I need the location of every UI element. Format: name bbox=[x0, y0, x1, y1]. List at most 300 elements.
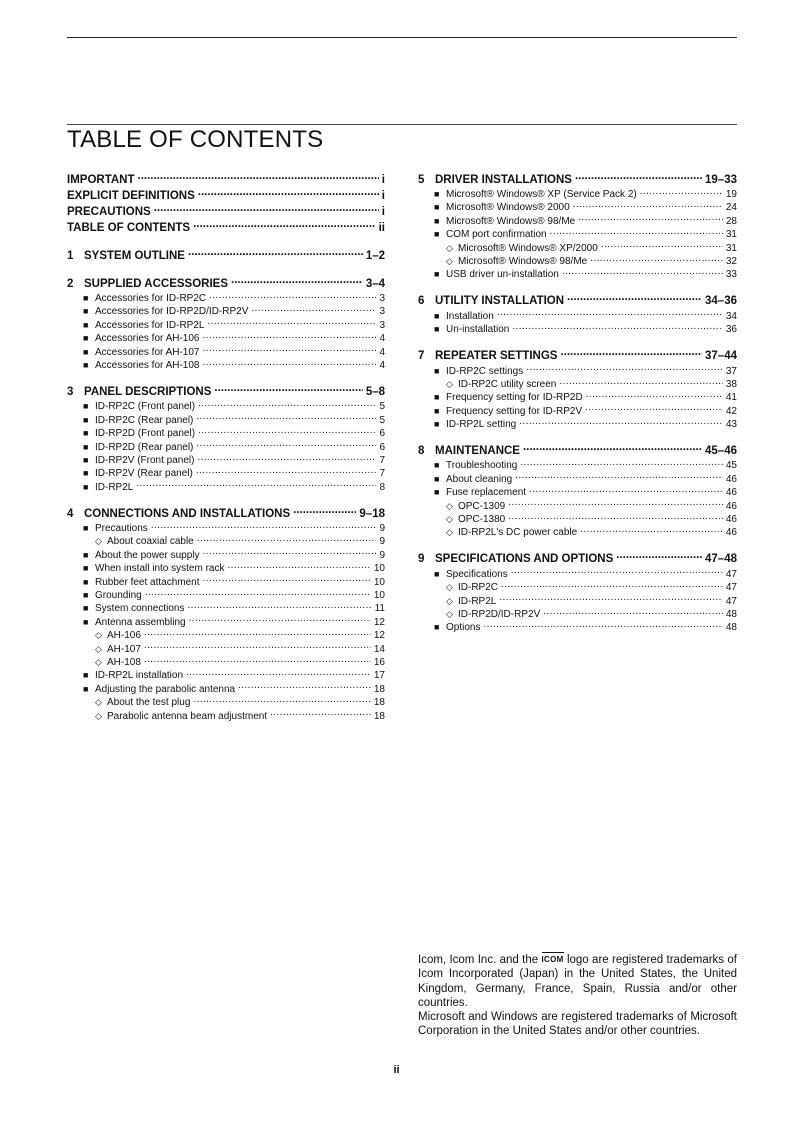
toc-entry-label: ID-RP2C bbox=[458, 582, 499, 594]
toc-entry-label: TABLE OF CONTENTS bbox=[67, 221, 191, 234]
dot-leader bbox=[203, 575, 371, 585]
diamond-bullet-icon: ◇ bbox=[446, 582, 453, 593]
diamond-bullet-icon: ◇ bbox=[446, 527, 453, 538]
toc-entry-label: COM port confirmation bbox=[446, 229, 547, 241]
diamond-bullet-icon: ◇ bbox=[95, 656, 102, 667]
toc-subentry[interactable] bbox=[67, 304, 385, 317]
dot-leader bbox=[640, 187, 723, 197]
square-bullet-icon: ■ bbox=[434, 460, 440, 471]
dot-leader bbox=[238, 682, 371, 692]
toc-left-column bbox=[67, 171, 385, 722]
toc-subentry[interactable] bbox=[67, 399, 385, 412]
toc-subentry[interactable] bbox=[418, 607, 737, 620]
toc-entry-label: PRECAUTIONS bbox=[67, 205, 151, 218]
toc-entry-page: 5–8 bbox=[365, 385, 385, 398]
dot-leader bbox=[511, 567, 723, 577]
toc-entry-page: 4 bbox=[379, 333, 385, 345]
toc-entry-label: IMPORTANT bbox=[67, 173, 135, 186]
toc-entry-page: 12 bbox=[373, 630, 385, 642]
square-bullet-icon: ■ bbox=[83, 603, 89, 614]
toc-subentry[interactable] bbox=[67, 534, 385, 547]
diamond-bullet-icon: ◇ bbox=[95, 643, 102, 654]
icom-logo: ICOM bbox=[542, 952, 564, 967]
toc-subentry[interactable] bbox=[418, 567, 737, 580]
toc-entry-page: 48 bbox=[725, 608, 737, 620]
toc-entry-label: ID-RP2L installation bbox=[95, 670, 184, 682]
toc-entry-page: 18 bbox=[373, 697, 385, 709]
dot-leader bbox=[508, 512, 723, 522]
square-bullet-icon: ■ bbox=[83, 523, 89, 534]
toc-subentry[interactable] bbox=[418, 200, 737, 213]
square-bullet-icon: ■ bbox=[434, 229, 440, 240]
dot-leader bbox=[144, 642, 371, 652]
dot-leader bbox=[515, 472, 723, 482]
trademark-icom-text-end: logo are registered trademarks of Icom Incorporated (Japan) in the United States, the United Kingdom, Germany, France, Spain, Russia and/or other countries. bbox=[418, 954, 737, 1009]
toc-entry-label: DRIVER INSTALLATIONS bbox=[435, 173, 572, 186]
toc-entry-label: ID-RP2D (Rear panel) bbox=[95, 441, 194, 453]
toc-subentry[interactable] bbox=[67, 548, 385, 561]
toc-subentry[interactable] bbox=[67, 413, 385, 426]
section-number: 7 bbox=[418, 350, 425, 363]
toc-entry-label: ID-RP2C (Rear panel) bbox=[95, 414, 194, 426]
toc-entry-label: Un-installation bbox=[446, 324, 510, 336]
toc-entry-label: Accessories for AH-108 bbox=[95, 359, 200, 371]
toc-entry-page: 46 bbox=[725, 527, 737, 539]
toc-entry-page: 47 bbox=[725, 582, 737, 594]
toc-section-3[interactable] bbox=[67, 383, 385, 399]
toc-entry-page: 17 bbox=[373, 670, 385, 682]
toc-entry-page: 6 bbox=[379, 428, 385, 440]
section-number: 3 bbox=[67, 385, 74, 398]
dot-leader bbox=[520, 458, 723, 468]
dot-leader bbox=[508, 499, 723, 509]
toc-subentry[interactable] bbox=[67, 453, 385, 466]
toc-subentry[interactable] bbox=[67, 601, 385, 614]
toc-subentry[interactable] bbox=[418, 417, 737, 430]
toc-front-matter-entry[interactable] bbox=[67, 203, 385, 219]
toc-subentry[interactable] bbox=[418, 254, 737, 267]
toc-subentry[interactable] bbox=[67, 575, 385, 588]
toc-entry-label: Grounding bbox=[95, 590, 142, 602]
dot-leader bbox=[483, 620, 722, 630]
toc-front-matter bbox=[67, 171, 385, 235]
square-bullet-icon: ■ bbox=[434, 189, 440, 199]
diamond-bullet-icon: ◇ bbox=[95, 697, 102, 708]
toc-entry-page: 16 bbox=[373, 656, 385, 668]
toc-subentry[interactable] bbox=[418, 472, 737, 485]
toc-subentry[interactable] bbox=[418, 525, 737, 538]
dot-leader bbox=[575, 171, 702, 183]
diamond-bullet-icon: ◇ bbox=[446, 242, 453, 253]
dot-leader bbox=[251, 304, 376, 314]
toc-entry-label: ID-RP2V (Front panel) bbox=[95, 454, 195, 466]
toc-entry-page: 6 bbox=[379, 441, 385, 453]
toc-entry-page: 5 bbox=[379, 401, 385, 413]
square-bullet-icon: ■ bbox=[83, 441, 89, 452]
dot-leader bbox=[214, 383, 362, 395]
dot-leader bbox=[188, 601, 372, 611]
toc-entry-label: System connections bbox=[95, 603, 185, 615]
toc-entry-label: CONNECTIONS AND INSTALLATIONS bbox=[84, 507, 291, 520]
section-number: 1 bbox=[67, 249, 74, 262]
toc-entry-label: Accessories for AH-106 bbox=[95, 333, 200, 345]
toc-section-8[interactable] bbox=[418, 442, 737, 458]
dot-leader bbox=[193, 695, 370, 705]
dot-leader bbox=[196, 413, 376, 423]
square-bullet-icon: ■ bbox=[434, 487, 440, 498]
toc-entry-page: 42 bbox=[725, 405, 737, 417]
toc-subentry[interactable] bbox=[418, 377, 737, 390]
dot-leader bbox=[270, 709, 371, 719]
toc-subentry[interactable] bbox=[67, 668, 385, 681]
toc-entry-page: 46 bbox=[725, 473, 737, 485]
dot-leader bbox=[590, 254, 723, 264]
toc-entry-page: 45–46 bbox=[705, 444, 737, 457]
dot-leader bbox=[186, 668, 371, 678]
toc-entry-label: MAINTENANCE bbox=[435, 444, 520, 457]
toc-subentry[interactable] bbox=[418, 267, 737, 280]
toc-section-6[interactable] bbox=[418, 293, 737, 309]
square-bullet-icon: ■ bbox=[83, 590, 89, 601]
toc-entry-label: Accessories for ID-RP2C bbox=[95, 293, 207, 304]
toc-entry-label: Microsoft® Windows® 98/Me bbox=[458, 255, 588, 267]
toc-entry-page: 46 bbox=[725, 500, 737, 512]
toc-entry-label: SUPPLIED ACCESSORIES bbox=[84, 277, 228, 290]
dot-leader bbox=[616, 551, 702, 563]
toc-entry-page: 1–2 bbox=[365, 249, 385, 262]
toc-entry-page: 43 bbox=[725, 419, 737, 431]
dot-leader bbox=[567, 293, 702, 305]
dot-leader bbox=[196, 440, 376, 450]
dot-leader bbox=[154, 203, 379, 215]
toc-entry-page: 32 bbox=[725, 255, 737, 267]
toc-entry-page: 31 bbox=[725, 229, 737, 241]
toc-entry-page: 37 bbox=[725, 365, 737, 377]
dot-leader bbox=[198, 426, 376, 436]
toc-subentry[interactable] bbox=[67, 318, 385, 331]
toc-entry-label: AH-108 bbox=[107, 656, 141, 668]
dot-leader bbox=[207, 318, 376, 328]
dot-leader bbox=[601, 241, 723, 251]
dot-leader bbox=[573, 200, 723, 210]
toc-subentry[interactable] bbox=[67, 588, 385, 601]
spacer bbox=[418, 430, 737, 442]
toc-front-matter-entry[interactable] bbox=[67, 187, 385, 203]
square-bullet-icon: ■ bbox=[83, 346, 89, 357]
spacer bbox=[67, 371, 385, 383]
dot-leader bbox=[559, 377, 723, 387]
toc-entry-page: 9 bbox=[379, 523, 385, 535]
square-bullet-icon: ■ bbox=[434, 215, 440, 226]
toc-subentry[interactable] bbox=[67, 358, 385, 371]
toc-entry-label: Accessories for ID-RP2D/ID-RP2V bbox=[95, 306, 249, 318]
dot-leader bbox=[198, 187, 379, 199]
toc-entry-page: 3–4 bbox=[365, 277, 385, 290]
toc-entry-label: About the power supply bbox=[95, 549, 200, 561]
square-bullet-icon: ■ bbox=[83, 468, 89, 479]
toc-section-4[interactable] bbox=[67, 505, 385, 521]
toc-entry-label: Installation bbox=[446, 310, 494, 322]
dot-leader bbox=[198, 399, 376, 409]
diamond-bullet-icon: ◇ bbox=[446, 608, 453, 619]
trademark-icom bbox=[418, 952, 737, 1010]
toc-entry-page: 46 bbox=[725, 514, 737, 526]
toc-subentry[interactable] bbox=[418, 214, 737, 227]
toc-entry-page: 8 bbox=[379, 481, 385, 493]
toc-entry-page: 19–33 bbox=[705, 173, 737, 186]
toc-entry-label: REPEATER SETTINGS bbox=[435, 350, 558, 363]
toc-entry-page: 36 bbox=[725, 324, 737, 336]
dot-leader bbox=[543, 607, 723, 617]
toc-entry-page: i bbox=[381, 173, 385, 186]
trademark-notice bbox=[418, 952, 737, 1039]
toc-entry-page: 7 bbox=[379, 454, 385, 466]
dot-leader bbox=[138, 171, 379, 183]
toc-subentry[interactable] bbox=[418, 594, 737, 607]
toc-entry-page: 4 bbox=[379, 346, 385, 358]
dot-leader bbox=[293, 505, 356, 517]
toc-entry-page: 9 bbox=[379, 536, 385, 548]
toc-entry-label: EXPLICIT DEFINITIONS bbox=[67, 189, 195, 202]
toc-subentry[interactable] bbox=[418, 390, 737, 403]
toc-entry-label: Precautions bbox=[95, 523, 148, 535]
square-bullet-icon: ■ bbox=[434, 310, 440, 321]
section-number: 4 bbox=[67, 507, 74, 520]
dot-leader bbox=[578, 214, 723, 224]
toc-right-sections bbox=[418, 171, 737, 634]
dot-leader bbox=[562, 267, 723, 277]
toc-entry-page: 3 bbox=[379, 293, 385, 304]
toc-section-5[interactable] bbox=[418, 171, 737, 187]
dot-leader bbox=[193, 219, 376, 231]
toc-subentry[interactable] bbox=[67, 466, 385, 479]
toc-entry-page: 28 bbox=[725, 215, 737, 227]
toc-entry-label: Accessories for ID-RP2L bbox=[95, 319, 205, 331]
dot-leader bbox=[145, 588, 371, 598]
toc-section-2[interactable] bbox=[67, 275, 385, 291]
dot-leader bbox=[526, 364, 723, 374]
dot-leader bbox=[519, 417, 723, 427]
toc-entry-page: 5 bbox=[379, 414, 385, 426]
square-bullet-icon: ■ bbox=[83, 414, 89, 425]
dot-leader bbox=[586, 390, 723, 400]
page-title: TABLE OF CONTENTS bbox=[67, 126, 324, 153]
section-number: 8 bbox=[418, 444, 425, 457]
toc-entry-page: 3 bbox=[379, 319, 385, 331]
spacer bbox=[418, 281, 737, 293]
toc-entry-label: ID-RP2V (Rear panel) bbox=[95, 468, 193, 480]
dot-leader bbox=[501, 580, 723, 590]
section-number: 6 bbox=[418, 295, 425, 308]
toc-entry-page: 14 bbox=[373, 643, 385, 655]
toc-entry-label: AH-106 bbox=[107, 630, 141, 642]
trademark-microsoft: Microsoft and Windows are registered trademarks of Microsoft Corporation in the United States and/or other countries. bbox=[418, 1011, 737, 1038]
dot-leader bbox=[197, 534, 377, 544]
toc-subentry[interactable] bbox=[67, 642, 385, 655]
toc-subentry[interactable] bbox=[67, 291, 385, 304]
toc-subentry[interactable] bbox=[418, 322, 737, 335]
toc-entry-page: 34 bbox=[725, 310, 737, 322]
toc-subentry[interactable] bbox=[67, 480, 385, 493]
toc-subentry[interactable] bbox=[67, 331, 385, 344]
toc-entry-label: Specifications bbox=[446, 568, 508, 580]
toc-entry-label: ID-RP2D (Front panel) bbox=[95, 428, 196, 440]
dot-leader bbox=[497, 309, 723, 319]
dot-leader bbox=[550, 227, 723, 237]
toc-entry-page: 3 bbox=[379, 306, 385, 318]
square-bullet-icon: ■ bbox=[83, 549, 89, 560]
square-bullet-icon: ■ bbox=[83, 306, 89, 317]
toc-entry-page: 31 bbox=[725, 242, 737, 254]
toc-section-9[interactable] bbox=[418, 551, 737, 567]
toc-entry-label: ID-RP2L setting bbox=[446, 419, 517, 431]
toc-entry-label: SYSTEM OUTLINE bbox=[84, 249, 185, 262]
toc-subentry[interactable] bbox=[67, 440, 385, 453]
toc-subentry[interactable] bbox=[67, 561, 385, 574]
toc-entry-page: 46 bbox=[725, 487, 737, 499]
square-bullet-icon: ■ bbox=[434, 419, 440, 430]
toc-subentry[interactable] bbox=[418, 364, 737, 377]
square-bullet-icon: ■ bbox=[83, 319, 89, 330]
dot-leader bbox=[151, 521, 377, 531]
diamond-bullet-icon: ◇ bbox=[95, 710, 102, 721]
square-bullet-icon: ■ bbox=[434, 365, 440, 376]
toc-subentry[interactable] bbox=[67, 682, 385, 695]
toc-entry-page: 41 bbox=[725, 392, 737, 404]
dot-leader bbox=[529, 485, 723, 495]
diamond-bullet-icon: ◇ bbox=[446, 500, 453, 511]
toc-front-matter-entry[interactable] bbox=[67, 171, 385, 187]
square-bullet-icon: ■ bbox=[83, 333, 89, 344]
toc-entry-page: 24 bbox=[725, 202, 737, 214]
square-bullet-icon: ■ bbox=[434, 324, 440, 335]
dot-leader bbox=[580, 525, 723, 535]
toc-subentry[interactable] bbox=[418, 620, 737, 633]
dot-leader bbox=[209, 291, 376, 301]
toc-entry-label: When install into system rack bbox=[95, 563, 225, 575]
toc-entry-label: UTILITY INSTALLATION bbox=[435, 295, 565, 308]
square-bullet-icon: ■ bbox=[434, 473, 440, 484]
toc-entry-page: 47–48 bbox=[705, 553, 737, 566]
toc-entry-label: ID-RP2L bbox=[95, 481, 134, 493]
dot-leader bbox=[203, 331, 377, 341]
toc-subentry[interactable] bbox=[418, 187, 737, 200]
toc-subentry[interactable] bbox=[67, 628, 385, 641]
diamond-bullet-icon: ◇ bbox=[446, 514, 453, 525]
toc-subentry[interactable] bbox=[418, 241, 737, 254]
toc-entry-label: AH-107 bbox=[107, 643, 141, 655]
toc-entry-page: 47 bbox=[725, 595, 737, 607]
toc-entry-label: Microsoft® Windows® 2000 bbox=[446, 202, 570, 214]
square-bullet-icon: ■ bbox=[83, 293, 89, 303]
dot-leader bbox=[560, 348, 702, 360]
header-rule bbox=[67, 37, 737, 38]
dot-leader bbox=[188, 247, 363, 259]
toc-entry-label: Microsoft® Windows® 98/Me bbox=[446, 215, 576, 227]
dot-leader bbox=[203, 345, 377, 355]
toc-subentry[interactable] bbox=[67, 695, 385, 708]
toc-entry-label: Fuse replacement bbox=[446, 487, 527, 499]
toc-entry-page: 11 bbox=[374, 603, 385, 615]
dot-leader bbox=[499, 594, 723, 604]
toc-subentry[interactable] bbox=[67, 345, 385, 358]
square-bullet-icon: ■ bbox=[434, 568, 440, 579]
toc-entry-label: ID-RP2D/ID-RP2V bbox=[458, 608, 541, 620]
toc-entry-label: ID-RP2C utility screen bbox=[458, 378, 557, 390]
dot-leader bbox=[512, 322, 723, 332]
toc-subentry[interactable] bbox=[67, 615, 385, 628]
square-bullet-icon: ■ bbox=[83, 359, 89, 370]
section-number: 9 bbox=[418, 553, 425, 566]
toc-subentry[interactable] bbox=[67, 521, 385, 534]
toc-entry-label: Rubber feet attachment bbox=[95, 576, 200, 588]
toc-section-1[interactable] bbox=[67, 247, 385, 263]
toc-entry-label: Options bbox=[446, 622, 481, 634]
trademark-icom-text-start: Icom, Icom Inc. and the bbox=[418, 954, 542, 966]
toc-entry-label: OPC-1309 bbox=[458, 500, 506, 512]
toc-subentry[interactable] bbox=[418, 404, 737, 417]
toc-subentry[interactable] bbox=[418, 458, 737, 471]
toc-entry-page: 37–44 bbox=[705, 350, 737, 363]
toc-subentry[interactable] bbox=[67, 426, 385, 439]
toc-subentry[interactable] bbox=[418, 485, 737, 498]
diamond-bullet-icon: ◇ bbox=[446, 255, 453, 266]
toc-subentry[interactable] bbox=[418, 512, 737, 525]
spacer bbox=[418, 539, 737, 551]
toc-entry-page: 38 bbox=[725, 378, 737, 390]
toc-entry-label: OPC-1380 bbox=[458, 514, 506, 526]
dot-leader bbox=[144, 655, 371, 665]
square-bullet-icon: ■ bbox=[83, 683, 89, 694]
toc-subentry[interactable] bbox=[67, 655, 385, 668]
toc-entry-page: 7 bbox=[379, 468, 385, 480]
toc-subentry[interactable] bbox=[418, 580, 737, 593]
toc-section-7[interactable] bbox=[418, 348, 737, 364]
toc-entry-label: SPECIFICATIONS AND OPTIONS bbox=[435, 553, 614, 566]
toc-entry-page: 4 bbox=[379, 359, 385, 371]
toc-entry-page: 9 bbox=[379, 549, 385, 561]
toc-entry-label: ID-RP2L bbox=[458, 595, 497, 607]
toc-entry-page: 10 bbox=[373, 576, 385, 588]
diamond-bullet-icon: ◇ bbox=[95, 536, 102, 547]
section-number: 2 bbox=[67, 277, 74, 290]
section-number: 5 bbox=[418, 173, 425, 186]
diamond-bullet-icon: ◇ bbox=[95, 630, 102, 641]
spacer bbox=[67, 263, 385, 275]
toc-front-matter-entry[interactable] bbox=[67, 219, 385, 235]
toc-entry-label: Antenna assembling bbox=[95, 616, 186, 628]
toc-entry-page: 10 bbox=[373, 563, 385, 575]
toc-subentry[interactable] bbox=[418, 309, 737, 322]
square-bullet-icon: ■ bbox=[83, 576, 89, 587]
square-bullet-icon: ■ bbox=[83, 428, 89, 439]
toc-entry-page: 48 bbox=[725, 622, 737, 634]
square-bullet-icon: ■ bbox=[83, 454, 89, 465]
toc-subentry[interactable] bbox=[67, 709, 385, 722]
square-bullet-icon: ■ bbox=[434, 405, 440, 416]
dot-leader bbox=[231, 275, 363, 287]
toc-entry-page: 34–36 bbox=[705, 295, 737, 308]
toc-entry-label: About cleaning bbox=[446, 473, 513, 485]
toc-entry-label: ID-RP2C settings bbox=[446, 365, 524, 377]
toc-entry-page: 9–18 bbox=[359, 507, 385, 520]
toc-subentry[interactable] bbox=[418, 499, 737, 512]
toc-entry-label: Troubleshooting bbox=[446, 460, 518, 472]
square-bullet-icon: ■ bbox=[83, 616, 89, 627]
toc-entry-page: 18 bbox=[373, 710, 385, 722]
toc-subentry[interactable] bbox=[418, 227, 737, 240]
dot-leader bbox=[585, 404, 723, 414]
